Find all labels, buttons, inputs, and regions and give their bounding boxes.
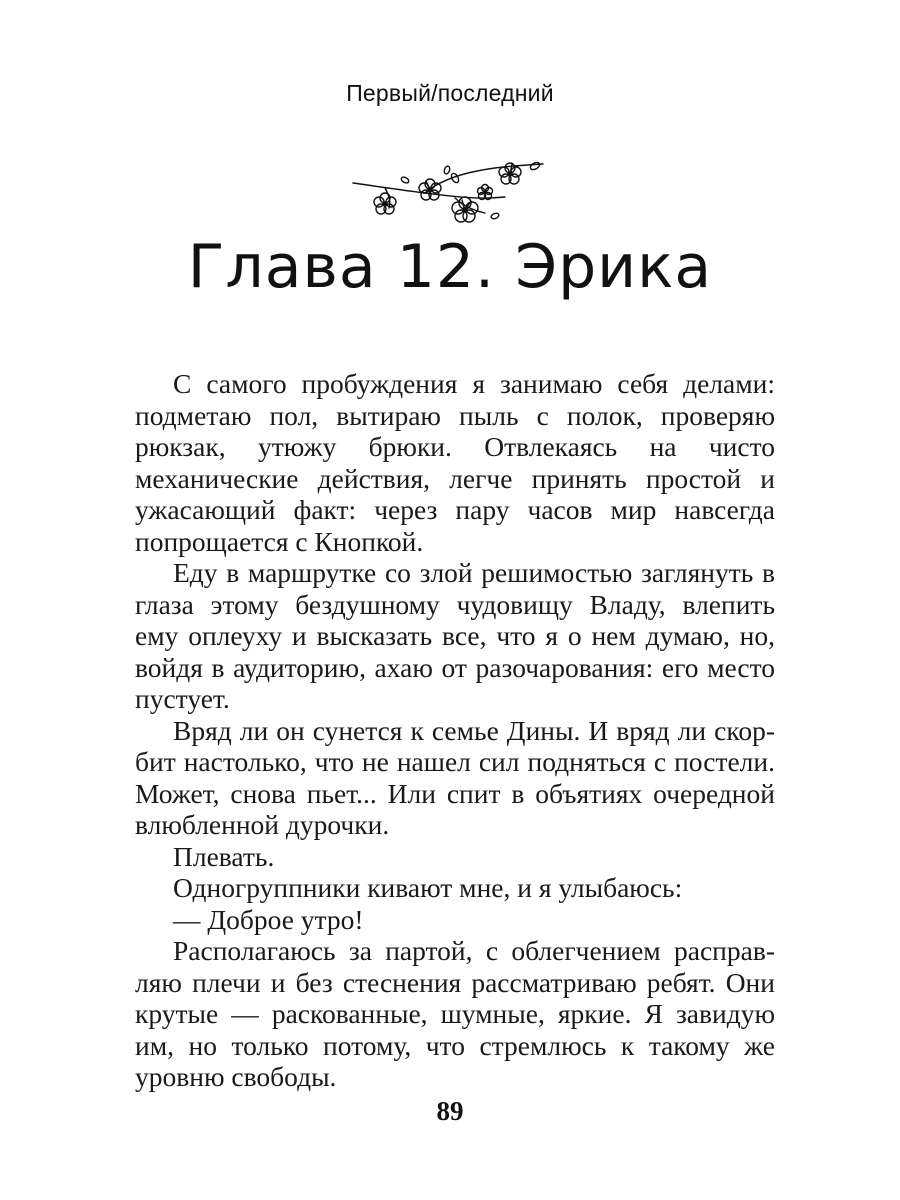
body-text [135,368,775,1093]
paragraph: Вряд ли он сунется к семье Дины. И вряд ли скорбит настолько, что не нашел сил подняться с постели. Может, снова пьет... Или спит в объятиях очередной влюбленной дурочки. [135,714,775,840]
paragraph: С самого пробуждения я занимаю себя делами: подметаю пол, вытираю пыль с полок, проверяю рюкзак, утюжу брюки. Отвлекаясь на чисто механические действия, легче принять простой и ужасающий факт: через пару часов мир навсегда попрощается с Кнопкой. [135,368,775,557]
paragraph: Располагаюсь за партой, с облегчением расправляю плечи и без стеснения рассматриваю ребят. Они крутые — раскованные, шумные, яркие. Я завидую им, но только потому, что стремлюсь к такому же уровню свободы. [135,935,775,1092]
page-number: 89 [436,1096,464,1126]
dialogue-line: — Доброе утро! [173,903,364,935]
running-header: Первый/последний [346,80,554,106]
paragraph: Еду в маршрутке со злой решимостью заглянуть в глаза этому бездушному чудовищу Владу, влепить ему оплеуху и высказать все, что я о нем думаю, но, войдя в аудиторию, ахаю от разочарования: его место пустует. [135,557,775,714]
cherry-blossom-branch-icon [345,150,555,232]
chapter-title: Глава 12. Эрика [187,232,713,302]
paragraph: Одногруппники кивают мне, и я улыбаюсь: [173,872,683,903]
paragraph: Плевать. [173,840,275,872]
